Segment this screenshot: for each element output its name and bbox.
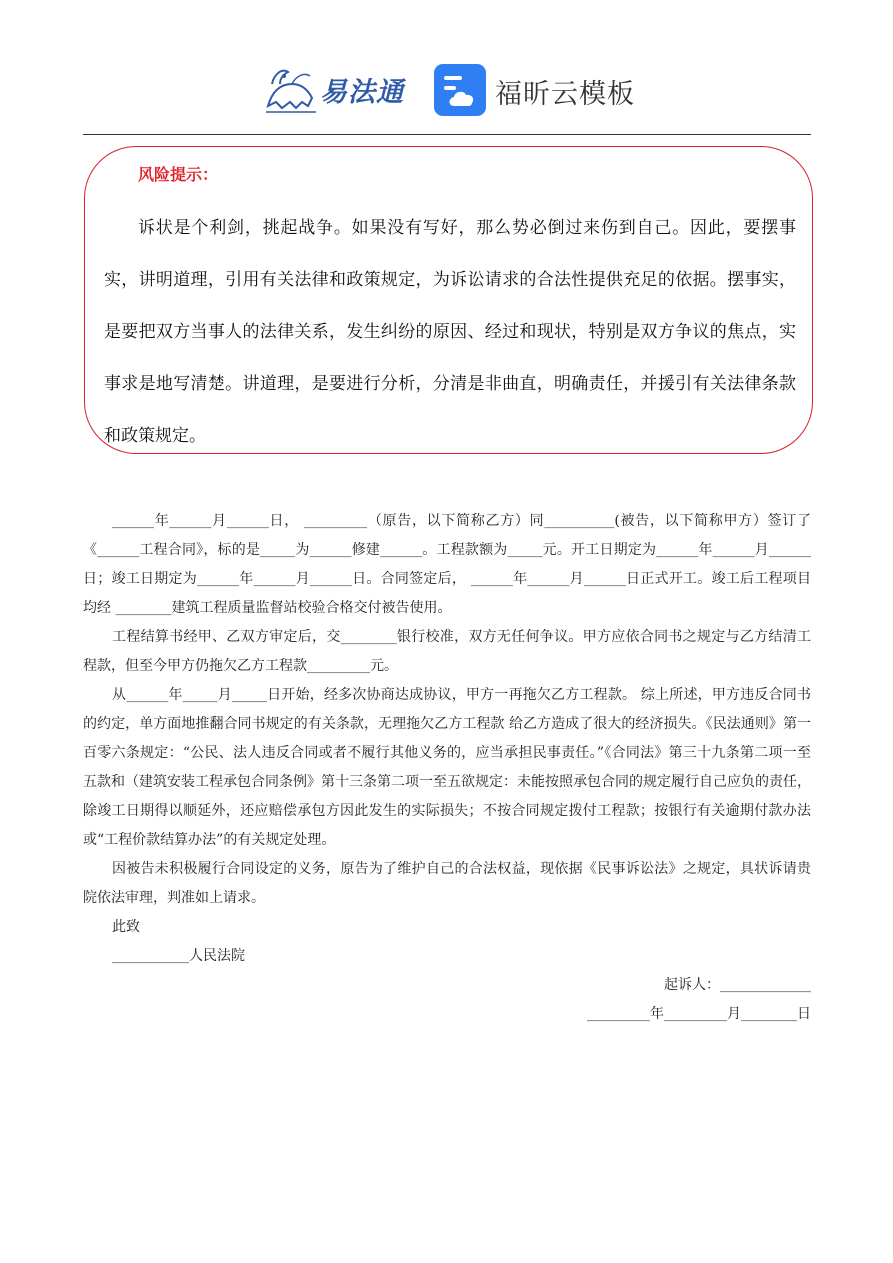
plaintiff-line: 起诉人：_____________ — [664, 977, 811, 993]
brand-left-text: 易法通 — [320, 77, 404, 108]
paragraph-request: 因被告未积极履行合同设定的义务，原告为了维护自己的合法权益，现依据《民事诉讼法》之规定，具状诉请贵院依法审理，判准如上请求。 — [83, 861, 811, 906]
court-line: ___________人民法院 — [112, 948, 245, 964]
brand-right-text: 福昕云模板 — [495, 79, 635, 110]
fuxin-cloud-icon — [434, 64, 486, 116]
qilin-icon — [262, 62, 320, 118]
yifatong-logo — [262, 62, 422, 118]
paragraph-settlement: 工程结算书经甲、乙双方审定后，交________银行校准，双方无任何争议。甲方应依合同书之规定与乙方结清工程款，但至今甲方仍拖欠乙方工程款_________元。 — [83, 629, 811, 674]
closing-salutation: 此致 — [112, 919, 140, 935]
paragraph-contract: ______年______月______日， _________（原告，以下简称乙方）同__________(被告，以下简称甲方）签订了《______工程合同》，标的是_____为______修建______。工程款额为_____元。开工日期定为______年______月______日；竣工日期定为______年______月______日。合同签定后， ______年______月______日正式开工。竣工后工程项目均经 ________建筑工程质量监督站校验合格交付被告使用。 — [83, 513, 811, 616]
paragraph-breach: 从______年_____月_____日开始，经多次协商达成协议，甲方一再拖欠乙方工程款。 综上所述，甲方违反合同书的约定，单方面地推翻合同书规定的有关条款，无理拖欠乙方工程款 给乙方造成了很大的经济损失。《民法通则》第一百零六条规定：“公民、法人违反合同或者不履行其他义务的，应当承担民事责任。”《合同法》第三十九条第二项一至五款和（建筑安装工程承包合同条例》第十三条第二项一至五欲规定：未能按照承包合同的规定履行自己应负的责任，除竣工日期得以顺延外，还应赔偿承包方因此发生的实际损失；不按合同规定拨付工程款；按银行有关逾期付款办法或“工程价款结算办法”的有关规定处理。 — [83, 687, 811, 848]
date-line: _________年_________月________日 — [587, 1006, 811, 1022]
page-header — [0, 0, 893, 135]
risk-notice-body: 诉状是个利剑，挑起战争。如果没有写好，那么势必倒过来伤到自己。因此，要摆事实，讲明道理，引用有关法律和政策规定，为诉讼请求的合法性提供充足的依据。摆事实，是要把双方当事人的法律关系，发生纠纷的原因、经过和现状，特别是双方争议的焦点，实事求是地写清楚。讲道理，是要进行分析，分清是非曲直，明确责任，并援引有关法律条款和政策规定。 — [104, 218, 796, 446]
header-divider — [83, 134, 811, 135]
complaint-document — [83, 507, 811, 1029]
risk-notice-title: 风险提示： — [138, 165, 219, 184]
